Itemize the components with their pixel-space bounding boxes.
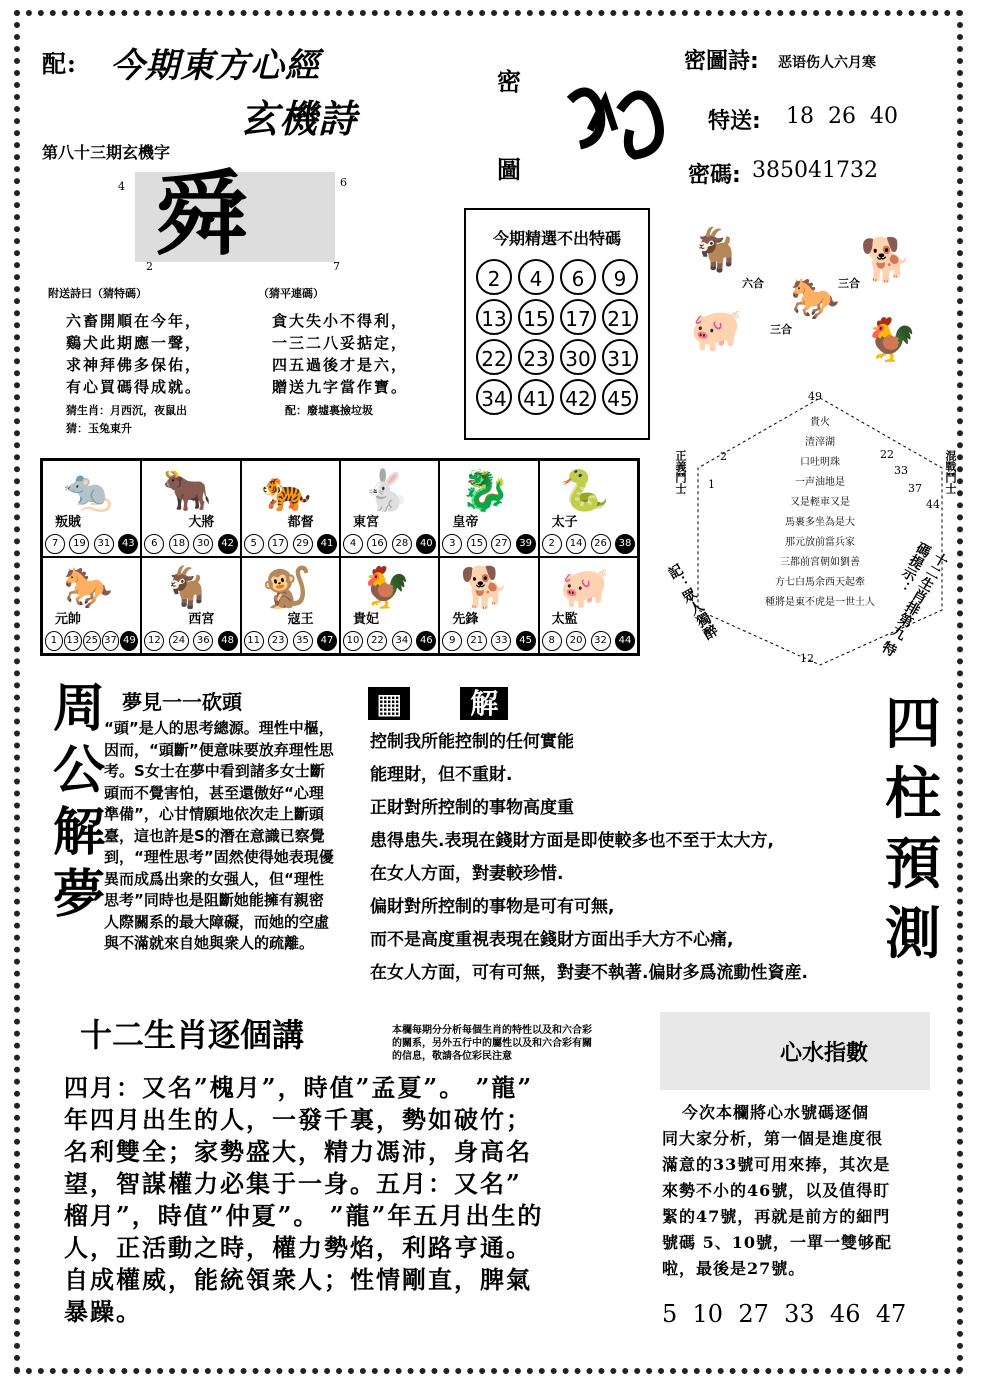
hex-line: 一声油地是 [795, 477, 845, 488]
zodiac-label: 大將 [188, 515, 215, 530]
zodiac-number: 8 [542, 631, 562, 651]
mystery-title: 第八十三期玄機字 [42, 143, 171, 162]
xinshui-text: 今次本欄將心水號碼逐個 同大家分析，第一個是進度很 滿意的33號可用來捧，其次是 來勢不小的46號，以及值得盯 緊的47號，再就是前方的細門 號碼 5、10號，一單一雙够配 啦，最後是27號。 [662, 1103, 892, 1278]
zodiac-number: 9 [442, 631, 462, 651]
zodiac-number: 22 [367, 631, 387, 651]
center-char: 🐎 [790, 275, 840, 322]
dream-vertical-title: 周 公 解 夢 [52, 679, 105, 925]
zodiac-number: 20 [566, 631, 586, 651]
zodiac-label: 叛賊 [55, 515, 82, 530]
zodiac-cell [439, 557, 538, 654]
hex-num-37: 37 [908, 482, 922, 495]
poem-left: 六畜開順在今年， 鷄犬此期應一聲， 求神拜佛多保佑， 有心買碼得成就。 [66, 312, 203, 396]
sanhe-label-1: 三合 [838, 277, 860, 290]
not-out-ball: 23 [518, 339, 554, 375]
wealth-text: 控制我所能控制的任何實能 能理財，但不重財. 正財對所控制的事物高度重 患得患失.表現在錢財方面是即使較多也不至于太大方, 在女人方面，對妻較珍惜. 偏財對所控制的事物是可有可無, 而不是高度重視表現在錢財方面出手大方不心痛, 在女人方面，可有可無，對妻不執著.偏財多爲流動性資産. [370, 732, 808, 983]
corner-bl: 2 [146, 260, 153, 273]
wealth-title: ▦ 解 [368, 682, 508, 722]
zodiac-cell [141, 460, 240, 557]
zodiac-number: 33 [491, 631, 511, 651]
xinshui-numbers: 5 10 27 33 46 47 [662, 1300, 907, 1328]
zodiac-label: 太子 [551, 515, 578, 530]
not-out-ball: 42 [560, 379, 596, 415]
zodiac-number: 6 [144, 534, 164, 554]
zodiac-number: 26 [591, 534, 611, 554]
not-out-box [464, 208, 650, 440]
horse-icon: 🐎 [63, 565, 113, 611]
zodiac-number: 49 [120, 631, 138, 651]
hex-num-1: 1 [708, 478, 715, 491]
zodiac-grid [40, 458, 640, 656]
zodiac-number: 27 [491, 534, 511, 554]
zodiac-number: 40 [416, 534, 436, 554]
zodiac-numbers [144, 534, 237, 554]
monkey-icon: 🐒 [261, 565, 312, 611]
dog-icon: 🐕 [860, 235, 913, 284]
zodiac-number: 12 [144, 631, 164, 651]
zodiac-numbers [45, 534, 138, 554]
hex-line: 貴火 [810, 417, 830, 428]
zodiac-number: 18 [169, 534, 189, 554]
pei-label: 配: [42, 49, 77, 78]
zodiac-number: 35 [293, 631, 313, 651]
zodiac-label: 先鋒 [452, 612, 479, 627]
mystery-picture-icon [560, 70, 680, 170]
dog-icon: 🐕 [460, 565, 511, 611]
not-out-ball: 6 [560, 259, 596, 295]
xinshui-banner: 心水指數 [660, 1012, 930, 1090]
zodiac-label: 都督 [287, 515, 314, 530]
zodiac-number: 34 [392, 631, 412, 651]
zodiac-number: 23 [268, 631, 288, 651]
special-label: 特送: [708, 109, 761, 134]
goat-icon: 🐐 [690, 225, 743, 274]
zodiac-label: 東宮 [353, 515, 380, 530]
code-value: 385041732 [752, 158, 878, 183]
not-out-ball: 9 [602, 259, 638, 295]
corner-br: 7 [333, 260, 340, 273]
zodiac-number: 11 [244, 631, 264, 651]
not-out-numbers [466, 257, 648, 417]
twelve-text: 四月：又名”槐月”，時值”孟夏”。 ”龍” 年四月出生的人，一發千裏，勢如破竹； 名利雙全；家勢盛大，精力馮沛，身高名 望，智謀權力必集于一身。五月：又名” 榴月”，時值”仲夏”。 ”龍”年五月出生的 人，正活動之時，權力勢焰，利路亨通。 自成權威，能統領衆人；性情剛直，脾氣 暴躁。 [64, 1073, 544, 1326]
zodiac-number: 14 [566, 534, 586, 554]
zodiac-number: 1 [45, 631, 63, 651]
poem-label: 密圖詩: [684, 49, 759, 74]
zodiac-number: 32 [591, 631, 611, 651]
poem-right: 貪大失小不得利， 一三二八妥掂定， 四五過後才是六， 贈送九字當作寶。 [272, 312, 409, 396]
zodiac-number: 2 [542, 534, 562, 554]
bottom-left-note: 記：眾人獨醉 [664, 561, 720, 643]
zodiac-cell [340, 460, 439, 557]
not-out-ball: 30 [560, 339, 596, 375]
zodiac-number: 15 [467, 534, 487, 554]
zodiac-cell [539, 460, 638, 557]
guess-line-1: 猜生肖：月西沉，夜鼠出 [66, 404, 187, 417]
zodiac-number: 41 [317, 534, 337, 554]
not-out-ball: 45 [602, 379, 638, 415]
hex-line: 三都前宮朝如劉善 [780, 557, 860, 568]
poem-text: 恶语伤人六月寒 [778, 55, 876, 71]
hexagon-poem [664, 390, 960, 670]
not-out-ball: 13 [476, 299, 512, 335]
pig-icon: 🐖 [559, 565, 610, 611]
title-xuanji: 玄機詩 [240, 96, 358, 141]
dragon-icon: 🐉 [460, 468, 511, 514]
not-out-ball: 21 [602, 299, 638, 335]
zodiac-label: 寇王 [287, 612, 314, 627]
zodiac-number: 31 [94, 534, 114, 554]
hex-line: 口吐明珠 [800, 457, 840, 468]
zodiac-number: 42 [218, 534, 238, 554]
not-out-ball: 2 [476, 259, 512, 295]
not-out-ball: 41 [518, 379, 554, 415]
tiger-icon: 🐅 [261, 468, 312, 514]
zodiac-number: 7 [45, 534, 65, 554]
snake-icon: 🐍 [559, 468, 610, 514]
pig-icon: 🐖 [690, 305, 743, 354]
guess-line-2: 猜：玉兔東升 [66, 422, 132, 435]
zodiac-number: 39 [516, 534, 536, 554]
rooster-icon: 🐓 [865, 315, 918, 364]
liuhe-label: 六合 [742, 277, 764, 290]
zodiac-numbers [244, 534, 337, 554]
not-out-ball: 31 [602, 339, 638, 375]
zodiac-numbers [244, 631, 337, 651]
rabbit-icon: 🐇 [361, 468, 411, 514]
zodiac-number: 47 [317, 631, 337, 651]
liuhe-area [680, 225, 940, 385]
mi-char-1: 密 [497, 67, 521, 96]
zodiac-number: 17 [268, 534, 288, 554]
zodiac-number: 21 [467, 631, 487, 651]
side-right: 混戰鬥士 [944, 450, 957, 494]
hex-line: 那元放前當兵家 [785, 537, 855, 548]
zodiac-number: 29 [293, 534, 313, 554]
zodiac-number: 30 [193, 534, 213, 554]
zodiac-label: 太監 [551, 612, 578, 627]
zodiac-number: 10 [343, 631, 363, 651]
zodiac-number: 38 [615, 534, 635, 554]
hex-num-33: 33 [894, 464, 908, 477]
zodiac-cell [241, 460, 340, 557]
zodiac-numbers [442, 534, 535, 554]
zodiac-number: 36 [193, 631, 213, 651]
zodiac-number: 4 [343, 534, 363, 554]
hex-num-44: 44 [926, 498, 940, 511]
zodiac-numbers [144, 631, 237, 651]
twelve-title: 十二生肖逐個講 [80, 1016, 305, 1054]
zodiac-number: 16 [367, 534, 387, 554]
hex-line: 方七白馬余西天起牽 [775, 577, 865, 588]
special-numbers: 18 26 40 [786, 104, 898, 129]
zodiac-cell [241, 557, 340, 654]
goat-icon: 🐐 [162, 565, 213, 611]
zodiac-number: 24 [169, 631, 189, 651]
zodiac-numbers [442, 631, 535, 651]
zodiac-numbers [542, 534, 635, 554]
ox-icon: 🐂 [162, 468, 213, 514]
title-dongfang: 今期東方心經 [110, 46, 320, 86]
forecast-vertical-title: 四 柱 預 測 [885, 692, 941, 967]
hex-line: 又是輕車又是 [790, 497, 850, 508]
zodiac-number: 37 [102, 631, 120, 651]
zodiac-label: 元帥 [55, 612, 82, 627]
zodiac-numbers [542, 631, 635, 651]
zodiac-number: 28 [392, 534, 412, 554]
hex-num-2: 2 [720, 450, 727, 463]
hex-num-12: 12 [800, 652, 814, 665]
mi-char-2: 圖 [497, 155, 521, 184]
dream-title: 夢見一一砍頭 [122, 690, 242, 714]
bottom-right-note: 十二生肖排第九 特碼提示： [878, 539, 951, 659]
zodiac-number: 13 [64, 631, 82, 651]
not-out-ball: 22 [476, 339, 512, 375]
zodiac-number: 43 [118, 534, 138, 554]
rooster-icon: 🐓 [361, 565, 411, 611]
dream-text: “頭”是人的思考總源。理性中樞，因而，“頭斷”便意味要放弃理性思考。S女士在夢中看到諸多女士斷頭而不覺害怕，甚至還傲好“心理準備”，心甘情願地依次走上斷頭臺，這也許是S的潛在意識已察覺到，“理性思考”固然使得她表現優異而成爲出衆的女强人，但“理性思考”同時也是阻斷她能擁有親密人際關系的最大障礙，而她的空虛與不滿就來自她與衆人的疏離。 [104, 719, 334, 952]
hex-num-49: 49 [808, 390, 822, 403]
zodiac-number: 5 [244, 534, 264, 554]
zodiac-number: 45 [516, 631, 536, 651]
poem-right-label: （猜平連碼） [258, 287, 324, 300]
zodiac-number: 44 [615, 631, 635, 651]
zodiac-cell [42, 460, 141, 557]
hex-num-22: 22 [880, 448, 894, 461]
twelve-note: 本欄每期分分析每個生肖的特性以及和六合彩的關系，另外五行中的屬性以及和六合彩有關的信息，敬請各位彩民注意 [392, 1025, 592, 1062]
not-out-ball: 15 [518, 299, 554, 335]
pei-line-2: 配：廢墟裏撿垃圾 [285, 404, 373, 417]
code-label: 密碼: [688, 163, 741, 188]
zodiac-label: 貴妃 [353, 612, 380, 627]
zodiac-number: 48 [218, 631, 238, 651]
mystery-char: 舜 [155, 161, 248, 268]
corner-tl: 4 [118, 180, 125, 193]
zodiac-numbers [45, 631, 138, 651]
zodiac-number: 25 [83, 631, 101, 651]
zodiac-cell [539, 557, 638, 654]
rat-icon: 🐀 [63, 468, 113, 514]
not-out-ball: 34 [476, 379, 512, 415]
zodiac-cell [439, 460, 538, 557]
zodiac-number: 19 [69, 534, 89, 554]
not-out-ball: 17 [560, 299, 596, 335]
zodiac-cell [42, 557, 141, 654]
side-left: 正義鬥士 [674, 450, 687, 494]
corner-tr: 6 [340, 176, 347, 189]
zodiac-number: 3 [442, 534, 462, 554]
not-out-ball: 4 [518, 259, 554, 295]
hex-line: 馬裹多坐為是大 [785, 517, 855, 528]
hex-line: 渣滓湖 [805, 437, 835, 448]
zodiac-label: 西宮 [188, 612, 215, 627]
zodiac-numbers [343, 631, 436, 651]
hex-line: 種將是東不虎是一世土人 [765, 597, 875, 608]
sanhe-label-2: 三合 [770, 323, 792, 336]
poem-left-label: 附送詩曰（猜特碼） [48, 287, 147, 300]
zodiac-numbers [343, 534, 436, 554]
not-out-title: 今期精選不出特碼 [492, 229, 621, 248]
zodiac-label: 皇帝 [452, 515, 479, 530]
zodiac-cell [141, 557, 240, 654]
zodiac-cell [340, 557, 439, 654]
zodiac-number: 46 [416, 631, 436, 651]
